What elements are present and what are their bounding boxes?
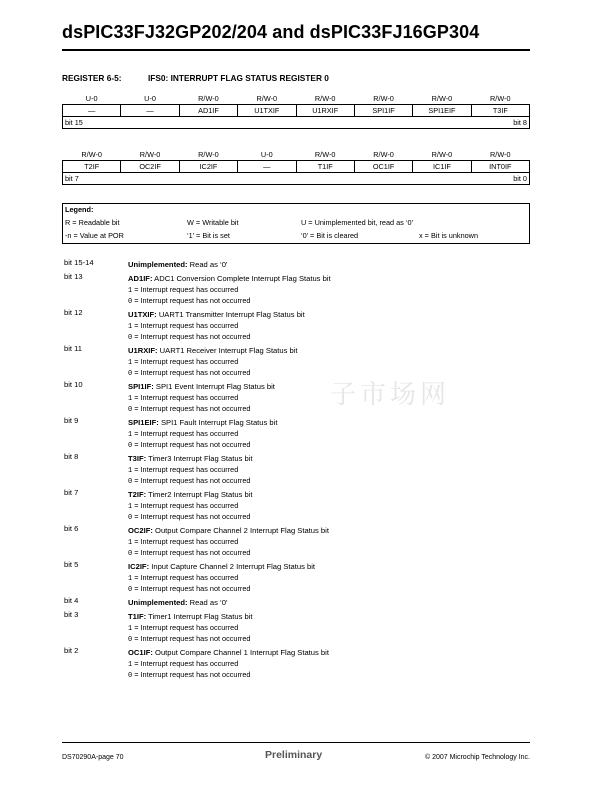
- bit-value-zero-text: = Interrupt request has not occurred: [134, 548, 251, 557]
- access-cell: R/W-0: [373, 94, 394, 103]
- bit-value-one: 1: [128, 625, 133, 633]
- bit-field-name: T2IF:: [128, 490, 147, 499]
- bit-value-zero-text: = Interrupt request has not occurred: [134, 440, 251, 449]
- bit-name-cell: OC1IF: [354, 161, 412, 173]
- bit-name-row: [63, 105, 530, 117]
- access-row: [63, 149, 530, 161]
- bit-value-zero: 0: [128, 550, 133, 558]
- bit-field-desc: SPI1 Event Interrupt Flag Status bit: [155, 382, 275, 391]
- bit-name-cell: SPI1IF: [354, 105, 412, 117]
- bit-value-zero: 0: [128, 334, 133, 342]
- bit-entry: [62, 416, 530, 451]
- bit-number: bit 9: [64, 416, 79, 425]
- bit-entry: [62, 272, 530, 307]
- bit-number: bit 13: [64, 272, 83, 281]
- footer-doc-number: DS70290A-page 70: [62, 754, 124, 761]
- bit-field-name: U1TXIF:: [128, 310, 157, 319]
- bit-entry: [62, 380, 530, 415]
- bit-name-cell: T1IF: [296, 161, 354, 173]
- bit-field-name: OC1IF:: [128, 648, 153, 657]
- access-cell: R/W-0: [490, 94, 511, 103]
- title-rule: [62, 49, 530, 51]
- bit-field-desc: Read as ‘0’: [189, 260, 228, 269]
- legend-bit-unknown: x = Bit is unknown: [419, 231, 479, 240]
- register-number: REGISTER 6-5:: [62, 73, 122, 83]
- page-title: dsPIC33FJ32GP202/204 and dsPIC33FJ16GP304: [62, 22, 480, 42]
- legend-unimplemented: U = Unimplemented bit, read as ‘0’: [301, 218, 414, 227]
- bit-value-one: 1: [128, 575, 133, 583]
- bit-field-desc: Timer1 Interrupt Flag Status bit: [148, 612, 253, 621]
- bit-number: bit 7: [64, 488, 79, 497]
- register-bits-lower: [62, 149, 530, 185]
- bit-value-one-text: = Interrupt request has occurred: [134, 623, 239, 632]
- watermark: 子市场网: [330, 380, 451, 410]
- bit-entry: [62, 610, 530, 645]
- legend-por-value: -n = Value at POR: [65, 231, 124, 240]
- bit-name-cell: —: [63, 105, 121, 117]
- bit-field-desc: ADC1 Conversion Complete Interrupt Flag Status bit: [154, 274, 331, 283]
- bit-value-zero-text: = Interrupt request has not occurred: [134, 404, 251, 413]
- bit-field-desc: Output Compare Channel 2 Interrupt Flag Status bit: [155, 526, 329, 535]
- bit-field-desc: Timer2 Interrupt Flag Status bit: [148, 490, 253, 499]
- bit-number: bit 15-14: [64, 258, 94, 267]
- bit-range-end: bit 0: [513, 174, 527, 183]
- bit-field-name: T3IF:: [128, 454, 147, 463]
- bit-range-row: [63, 173, 530, 185]
- bit-value-zero: 0: [128, 370, 133, 378]
- legend-box: [62, 203, 530, 244]
- legend-bit-set: ‘1’ = Bit is set: [187, 231, 230, 240]
- bit-entry: [62, 308, 530, 343]
- access-cell: R/W-0: [373, 150, 394, 159]
- bit-range-start: bit 7: [65, 174, 79, 183]
- bit-field-desc: Read as ‘0’: [189, 598, 228, 607]
- bit-value-one: 1: [128, 467, 133, 475]
- access-cell: U-0: [260, 150, 273, 159]
- bit-range-row: [63, 117, 530, 129]
- bit-number: bit 11: [64, 344, 83, 353]
- bit-value-one-text: = Interrupt request has occurred: [134, 465, 239, 474]
- bit-name-cell: OC2IF: [121, 161, 179, 173]
- legend-bit-cleared: ‘0’ = Bit is cleared: [301, 231, 359, 240]
- bit-name-cell: AD1IF: [179, 105, 237, 117]
- bit-field-name: Unimplemented:: [128, 598, 188, 607]
- bit-descriptions: [62, 258, 530, 682]
- bit-value-one-text: = Interrupt request has occurred: [134, 429, 239, 438]
- bit-name-cell: —: [238, 161, 296, 173]
- bit-value-one-text: = Interrupt request has occurred: [134, 285, 239, 294]
- bit-field-name: T1IF:: [128, 612, 147, 621]
- bit-value-one: 1: [128, 539, 133, 547]
- access-cell: R/W-0: [198, 94, 219, 103]
- bit-value-one: 1: [128, 287, 133, 295]
- bit-value-zero: 0: [128, 514, 133, 522]
- bit-value-zero: 0: [128, 478, 133, 486]
- bit-field-name: Unimplemented:: [128, 260, 188, 269]
- footer-status: Preliminary: [265, 749, 323, 761]
- bit-field-name: IC2IF:: [128, 562, 150, 571]
- bit-value-one: 1: [128, 323, 133, 331]
- bit-name-cell: INT0IF: [471, 161, 529, 173]
- bit-field-name: SPI1EIF:: [128, 418, 159, 427]
- bit-value-one: 1: [128, 661, 133, 669]
- bit-field-name: OC2IF:: [128, 526, 153, 535]
- bit-entry: [62, 646, 530, 681]
- bit-number: bit 4: [64, 596, 79, 605]
- legend-title: Legend:: [65, 205, 94, 214]
- access-cell: R/W-0: [431, 94, 453, 103]
- bit-name-cell: —: [121, 105, 179, 117]
- bit-value-zero: 0: [128, 442, 133, 450]
- footer-copyright: © 2007 Microchip Technology Inc.: [424, 754, 530, 761]
- access-row: [63, 93, 530, 105]
- bit-entry: [62, 524, 530, 559]
- bit-value-zero: 0: [128, 672, 133, 680]
- bit-value-zero-text: = Interrupt request has not occurred: [134, 296, 251, 305]
- access-cell: R/W-0: [314, 94, 336, 103]
- bit-value-one: 1: [128, 359, 133, 367]
- bit-number: bit 2: [64, 646, 79, 655]
- bit-entry: [62, 488, 530, 523]
- access-cell: R/W-0: [81, 150, 102, 159]
- access-cell: R/W-0: [256, 94, 278, 103]
- bit-entry: [62, 344, 530, 379]
- bit-name-row: [63, 161, 530, 173]
- access-cell: R/W-0: [431, 150, 453, 159]
- bit-value-one-text: = Interrupt request has occurred: [134, 573, 239, 582]
- register-bits-upper: [62, 93, 530, 129]
- bit-value-one-text: = Interrupt request has occurred: [134, 393, 239, 402]
- bit-field-name: U1RXIF:: [128, 346, 158, 355]
- bit-name-cell: U1RXIF: [296, 105, 354, 117]
- bit-range-start: bit 15: [65, 118, 83, 127]
- bit-value-one-text: = Interrupt request has occurred: [134, 321, 239, 330]
- bit-field-desc: SPI1 Fault Interrupt Flag Status bit: [160, 418, 278, 427]
- bit-entry: [62, 452, 530, 487]
- register-caption: [62, 73, 329, 83]
- bit-name-cell: T2IF: [63, 161, 121, 173]
- bit-range-end: bit 8: [513, 118, 527, 127]
- footer-rule: [62, 742, 530, 743]
- bit-value-one-text: = Interrupt request has occurred: [134, 501, 239, 510]
- access-cell: R/W-0: [139, 150, 161, 159]
- bit-number: bit 10: [64, 380, 83, 389]
- bit-number: bit 12: [64, 308, 83, 317]
- bit-value-zero-text: = Interrupt request has not occurred: [134, 584, 251, 593]
- register-name: IFS0: INTERRUPT FLAG STATUS REGISTER 0: [148, 73, 329, 83]
- bit-range-cell: [63, 173, 530, 185]
- bit-value-zero: 0: [128, 636, 133, 644]
- access-cell: U-0: [85, 94, 98, 103]
- bit-value-zero-text: = Interrupt request has not occurred: [134, 368, 251, 377]
- bit-value-zero-text: = Interrupt request has not occurred: [134, 670, 251, 679]
- bit-field-desc: UART1 Transmitter Interrupt Flag Status bit: [158, 310, 305, 319]
- bit-value-one-text: = Interrupt request has occurred: [134, 659, 239, 668]
- bit-field-desc: Input Capture Channel 2 Interrupt Flag Status bit: [151, 562, 316, 571]
- bit-entry: [62, 258, 530, 271]
- legend-readable: R = Readable bit: [65, 218, 120, 227]
- bit-field-desc: Output Compare Channel 1 Interrupt Flag Status bit: [155, 648, 329, 657]
- access-cell: R/W-0: [490, 150, 511, 159]
- bit-value-zero-text: = Interrupt request has not occurred: [134, 476, 251, 485]
- bit-name-cell: U1TXIF: [238, 105, 296, 117]
- bit-value-one: 1: [128, 395, 133, 403]
- bit-number: bit 3: [64, 610, 79, 619]
- access-cell: U-0: [144, 94, 156, 103]
- bit-field-name: SPI1IF:: [128, 382, 154, 391]
- bit-number: bit 5: [64, 560, 79, 569]
- bit-field-name: AD1IF:: [128, 274, 153, 283]
- bit-value-zero-text: = Interrupt request has not occurred: [134, 634, 251, 643]
- bit-number: bit 8: [64, 452, 79, 461]
- legend-writable: W = Writable bit: [187, 218, 239, 227]
- bit-name-cell: IC1IF: [413, 161, 471, 173]
- bit-value-one: 1: [128, 503, 133, 511]
- access-cell: R/W-0: [314, 150, 336, 159]
- bit-value-zero: 0: [128, 406, 133, 414]
- bit-value-zero-text: = Interrupt request has not occurred: [134, 332, 251, 341]
- bit-field-desc: UART1 Receiver Interrupt Flag Status bit: [159, 346, 298, 355]
- bit-name-cell: T3IF: [471, 105, 529, 117]
- bit-value-one-text: = Interrupt request has occurred: [134, 357, 239, 366]
- bit-value-zero-text: = Interrupt request has not occurred: [134, 512, 251, 521]
- access-cell: R/W-0: [198, 150, 219, 159]
- bit-name-cell: IC2IF: [179, 161, 237, 173]
- bit-value-one-text: = Interrupt request has occurred: [134, 537, 239, 546]
- bit-range-cell: [63, 117, 530, 129]
- bit-number: bit 6: [64, 524, 79, 533]
- bit-value-zero: 0: [128, 586, 133, 594]
- bit-entry: [62, 596, 530, 609]
- bit-value-one: 1: [128, 431, 133, 439]
- bit-field-desc: Timer3 Interrupt Flag Status bit: [148, 454, 253, 463]
- bit-name-cell: SPI1EIF: [413, 105, 471, 117]
- bit-value-zero: 0: [128, 298, 133, 306]
- bit-entry: [62, 560, 530, 595]
